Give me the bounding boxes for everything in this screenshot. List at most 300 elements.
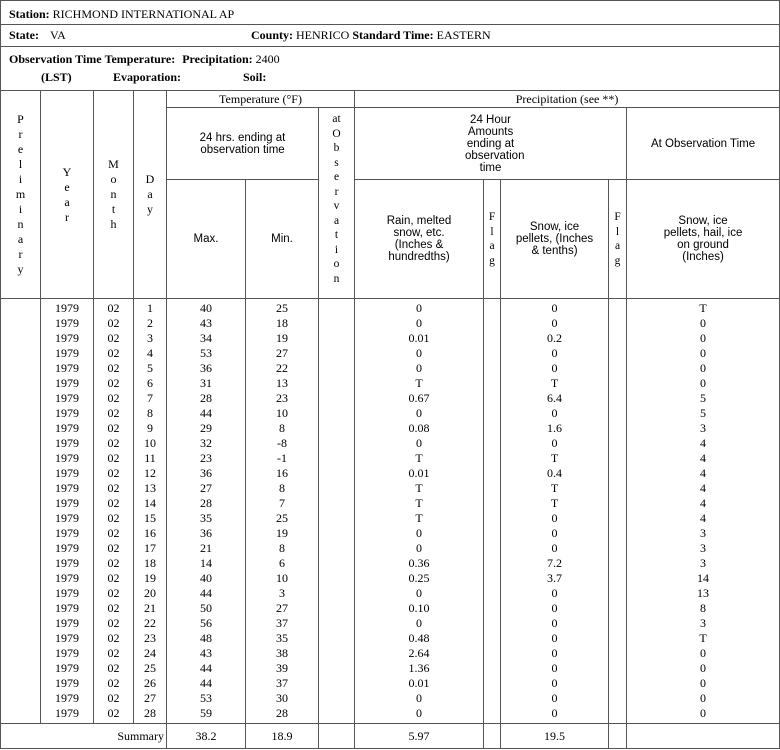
day-cell: 9 — [147, 421, 153, 435]
month-cell: 02 — [107, 361, 120, 375]
day-header — [134, 91, 167, 299]
at-observation-column — [319, 299, 355, 724]
min-cell: 18 — [276, 316, 288, 330]
day-letter: a — [147, 187, 153, 201]
month-cell: 02 — [107, 556, 120, 570]
max-cell: 43 — [200, 646, 212, 660]
month-cell: 02 — [107, 481, 120, 495]
max-cell: 27 — [200, 481, 212, 495]
snow-cell: T — [550, 481, 559, 495]
max-header: Max. — [167, 180, 246, 299]
ground-cell: 0 — [700, 646, 707, 660]
max-cell: 34 — [200, 331, 212, 345]
month-cell: 02 — [107, 316, 120, 330]
snow-cell: 0 — [551, 646, 558, 660]
min-cell: 37 — [276, 676, 288, 690]
max-cell: 40 — [200, 301, 212, 315]
rain-cell: 0 — [416, 316, 423, 330]
snow-cell: 0 — [551, 361, 558, 375]
summary-row — [1, 724, 780, 749]
snow-cell: 6.4 — [547, 391, 563, 405]
month-header — [94, 91, 134, 299]
summary-flag1 — [484, 724, 501, 749]
station-value: RICHMOND INTERNATIONAL AP — [52, 7, 235, 21]
ground-cell: 3 — [700, 556, 707, 570]
min-cell: 38 — [276, 646, 288, 660]
state-value: VA — [50, 28, 66, 42]
year-cell: 1979 — [55, 346, 79, 360]
month-cell: 02 — [107, 511, 120, 525]
month-letter: M — [108, 157, 119, 171]
rain-header: Rain, melted snow, etc. (Inches & hundredths) — [355, 180, 484, 299]
summary-max: 38.2 — [167, 724, 246, 749]
day-cell: 2 — [147, 316, 153, 330]
year-cell: 1979 — [55, 586, 79, 600]
day-cell: 18 — [144, 556, 156, 570]
snow-cell: 0 — [551, 301, 558, 315]
at-observation-header — [319, 108, 355, 299]
snow-cell: 7.2 — [547, 556, 563, 570]
flag1-letter: a — [489, 240, 495, 252]
rain-cell: T — [415, 376, 423, 390]
month-cell: 02 — [107, 301, 120, 315]
precip-24hr-header: 24 Hour Amounts ending at observation time — [355, 108, 627, 180]
station-label: Station: — [9, 7, 50, 21]
flag1-letter: l — [490, 225, 494, 238]
snow-cell: 0 — [551, 511, 558, 525]
year-cell: 1979 — [55, 616, 79, 630]
snow-ground-header: Snow, ice pellets, hail, ice on ground (Inches) — [627, 180, 780, 299]
year-column — [41, 299, 94, 724]
min-cell: 3 — [279, 586, 285, 600]
county-line — [251, 28, 491, 43]
year-cell: 1979 — [55, 631, 79, 645]
rain-cell: 0.08 — [408, 421, 430, 435]
data-body-row — [1, 299, 780, 724]
day-cell: 24 — [144, 646, 156, 660]
rain-cell: 0 — [416, 691, 423, 705]
min-cell: 6 — [279, 556, 285, 570]
day-cell: 6 — [147, 376, 153, 390]
year-cell: 1979 — [55, 391, 79, 405]
min-cell: 10 — [276, 406, 288, 420]
year-cell: 1979 — [55, 526, 79, 540]
preliminary-letter: m — [15, 187, 26, 201]
snow-cell: 0 — [551, 406, 558, 420]
at-observation-letter: a — [333, 214, 340, 227]
day-cell: 19 — [144, 571, 156, 585]
year-cell: 1979 — [55, 451, 79, 465]
day-cell: 13 — [144, 481, 156, 495]
at-observation-letter: at — [332, 113, 341, 125]
snow-cell: 0 — [551, 616, 558, 630]
year-cell: 1979 — [55, 676, 79, 690]
ground-cell: T — [699, 631, 707, 645]
month-cell: 02 — [107, 616, 120, 630]
day-cell: 16 — [144, 526, 156, 540]
month-cell: 02 — [107, 331, 120, 345]
rain-column — [355, 299, 484, 724]
at-observation-letter: b — [333, 142, 340, 154]
evaporation-text: Evaporation: — [113, 70, 182, 84]
at-observation-letter: t — [334, 229, 339, 241]
summary-min: 18.9 — [246, 724, 319, 749]
day-cell: 23 — [144, 631, 156, 645]
ground-cell: 0 — [700, 331, 707, 345]
year-cell: 1979 — [55, 556, 79, 570]
summary-snow: 19.5 — [501, 724, 609, 749]
month-cell: 02 — [107, 646, 120, 660]
month-letter: n — [110, 187, 117, 201]
snow-cell: 0.4 — [547, 466, 563, 480]
rain-cell: T — [415, 451, 423, 465]
ground-cell: 4 — [700, 436, 707, 450]
min-cell: 27 — [276, 601, 288, 615]
day-cell: 12 — [144, 466, 156, 480]
ground-cell: 3 — [700, 616, 707, 630]
max-cell: 36 — [200, 466, 212, 480]
min-cell: 8 — [279, 481, 285, 495]
month-cell: 02 — [107, 601, 120, 615]
min-cell: 8 — [279, 421, 285, 435]
rain-cell: T — [415, 481, 423, 495]
year-cell: 1979 — [55, 481, 79, 495]
soil-text: Soil: — [243, 70, 267, 84]
month-cell: 02 — [107, 586, 120, 600]
min-header: Min. — [246, 180, 319, 299]
year-cell: 1979 — [55, 316, 79, 330]
month-cell: 02 — [107, 541, 120, 555]
month-letter: o — [110, 172, 117, 186]
max-cell: 44 — [200, 586, 212, 600]
max-cell: 28 — [200, 496, 212, 510]
rain-cell: 0 — [416, 616, 423, 630]
ground-cell: 0 — [700, 706, 707, 720]
preliminary-letter: r — [18, 247, 23, 261]
ground-cell: 14 — [697, 571, 710, 585]
at-obs-time-header: At Observation Time — [627, 108, 780, 180]
day-cell: 22 — [144, 616, 156, 630]
min-cell: 16 — [276, 466, 288, 480]
year-cell: 1979 — [55, 691, 79, 705]
month-cell: 02 — [107, 706, 120, 720]
year-cell: 1979 — [55, 331, 79, 345]
flag1-header — [484, 180, 501, 299]
ground-cell: 4 — [700, 511, 707, 525]
snow-cell: T — [550, 496, 559, 510]
rain-cell: 0.01 — [408, 466, 430, 480]
year-letter: Y — [62, 164, 72, 179]
min-cell: 23 — [276, 391, 288, 405]
min-cell: 22 — [276, 361, 288, 375]
snow-cell: 0 — [551, 346, 558, 360]
daily-observations-table — [0, 90, 780, 749]
min-cell: -8 — [277, 436, 287, 450]
snow-cell: 0 — [551, 661, 558, 675]
snow-cell: T — [550, 451, 559, 465]
standard-time-value: EASTERN — [436, 28, 491, 42]
max-cell: 53 — [200, 346, 212, 360]
ground-cell: 5 — [700, 406, 707, 420]
month-cell: 02 — [107, 631, 120, 645]
ground-cell: 13 — [697, 586, 710, 600]
ground-cell: 3 — [700, 541, 707, 555]
year-cell: 1979 — [55, 571, 79, 585]
ground-cell: 4 — [700, 496, 707, 510]
snow-cell: 0 — [551, 601, 558, 615]
lst-label — [41, 70, 72, 85]
month-cell: 02 — [107, 421, 120, 435]
at-observation-letter: r — [334, 185, 339, 198]
flag2-letter: F — [614, 211, 621, 223]
ground-cell: 4 — [700, 466, 707, 480]
day-cell: 7 — [147, 391, 153, 405]
flag1-letter: g — [489, 254, 495, 267]
ground-cell: 0 — [700, 361, 707, 375]
month-letter: t — [111, 202, 116, 216]
month-cell: 02 — [107, 661, 120, 675]
rain-cell: 0 — [416, 346, 423, 360]
rain-cell: 1.36 — [408, 661, 430, 675]
month-cell: 02 — [107, 466, 120, 480]
min-column — [246, 299, 319, 724]
precipitation-value: 2400 — [255, 52, 280, 66]
station-line — [9, 7, 234, 22]
min-cell: 28 — [276, 706, 288, 720]
month-cell: 02 — [107, 571, 120, 585]
preliminary-letter: n — [17, 217, 24, 231]
at-observation-letter: o — [333, 258, 340, 270]
preliminary-letter: a — [17, 232, 24, 246]
day-cell: 27 — [144, 691, 156, 705]
year-cell: 1979 — [55, 661, 79, 675]
year-header — [41, 91, 94, 299]
max-cell: 14 — [200, 556, 212, 570]
min-cell: 25 — [276, 301, 288, 315]
snow-cell: 0 — [551, 541, 558, 555]
flag1-letter: F — [488, 211, 496, 223]
max-cell: 35 — [200, 511, 212, 525]
month-cell: 02 — [107, 451, 120, 465]
ground-cell: T — [699, 301, 707, 315]
summary-flag2 — [609, 724, 627, 749]
snow-cell: 0 — [551, 526, 558, 540]
day-letter: D — [145, 172, 155, 186]
at-observation-letter: i — [334, 243, 339, 256]
year-letter: a — [64, 194, 70, 209]
rain-cell: 0.25 — [408, 571, 430, 585]
preliminary-letter: i — [18, 172, 23, 186]
day-cell: 25 — [144, 661, 156, 675]
snow-cell: 0 — [551, 316, 558, 330]
rain-cell: 0 — [416, 436, 423, 450]
rain-cell: 0 — [416, 526, 423, 540]
day-letter: y — [147, 202, 153, 216]
year-cell: 1979 — [55, 646, 79, 660]
month-cell: 02 — [107, 691, 120, 705]
rain-cell: 0.36 — [408, 556, 430, 570]
min-cell: 19 — [276, 331, 288, 345]
day-cell: 20 — [144, 586, 156, 600]
preliminary-header — [1, 91, 41, 299]
day-column — [134, 299, 167, 724]
max-cell: 32 — [200, 436, 212, 450]
ground-cell: 0 — [700, 691, 707, 705]
snow-cell: 3.7 — [547, 571, 563, 585]
rain-cell: 0 — [416, 406, 423, 420]
ground-cell: 0 — [700, 316, 707, 330]
year-cell: 1979 — [55, 511, 79, 525]
day-cell: 11 — [144, 451, 156, 465]
day-cell: 4 — [147, 346, 153, 360]
rain-cell: 0.01 — [408, 331, 430, 345]
day-cell: 10 — [144, 436, 156, 450]
ground-cell: 3 — [700, 526, 707, 540]
month-cell: 02 — [107, 391, 120, 405]
summary-rain: 5.97 — [355, 724, 484, 749]
snow-cell: 0 — [551, 586, 558, 600]
snow-cell: 0.2 — [547, 331, 563, 345]
day-cell: 15 — [144, 511, 156, 525]
summary-label: Summary — [1, 724, 167, 749]
max-cell: 50 — [200, 601, 212, 615]
lst-text: (LST) — [41, 70, 72, 84]
min-cell: 13 — [276, 376, 288, 390]
county-value: HENRICO — [296, 28, 350, 42]
snow-cell: 0 — [551, 631, 558, 645]
max-cell: 56 — [200, 616, 212, 630]
flag2-letter: a — [614, 240, 621, 252]
year-cell: 1979 — [55, 361, 79, 375]
max-cell: 44 — [200, 406, 212, 420]
summary-ground — [627, 724, 780, 749]
preliminary-column — [1, 299, 41, 724]
summary-at-obs — [319, 724, 355, 749]
rain-cell: 0 — [416, 706, 423, 720]
rain-cell: 0 — [416, 301, 423, 315]
rain-cell: 0.10 — [408, 601, 430, 615]
at-observation-letter: O — [332, 127, 341, 140]
month-column — [94, 299, 134, 724]
ground-cell: 0 — [700, 676, 707, 690]
ground-cell: 0 — [700, 346, 707, 360]
year-cell: 1979 — [55, 466, 79, 480]
max-cell: 44 — [200, 676, 212, 690]
observation-line — [9, 52, 280, 67]
ground-cell: 4 — [700, 451, 707, 465]
year-cell: 1979 — [55, 541, 79, 555]
month-cell: 02 — [107, 346, 120, 360]
rain-cell: 0.48 — [408, 631, 430, 645]
max-cell: 28 — [200, 391, 212, 405]
snow-header: Snow, ice pellets, (Inches & tenths) — [501, 180, 609, 299]
snow-cell: 0 — [551, 706, 558, 720]
temperature-group-header: Temperature (°F) — [167, 91, 355, 108]
ground-cell: 3 — [700, 421, 707, 435]
month-cell: 02 — [107, 436, 120, 450]
year-letter: e — [64, 179, 70, 194]
year-cell: 1979 — [55, 301, 79, 315]
min-cell: 10 — [276, 571, 288, 585]
temp-24hrs-header: 24 hrs. ending at observation time — [167, 108, 319, 180]
flag1-column — [484, 299, 501, 724]
ground-cell: 0 — [700, 376, 707, 390]
rain-cell: 0 — [416, 361, 423, 375]
min-cell: 7 — [279, 496, 285, 510]
precipitation-label: Precipitation: — [182, 52, 253, 66]
max-cell: 43 — [200, 316, 212, 330]
min-cell: 8 — [279, 541, 285, 555]
preliminary-letter: i — [18, 202, 23, 216]
year-cell: 1979 — [55, 421, 79, 435]
day-cell: 3 — [147, 331, 153, 345]
snow-column — [501, 299, 609, 724]
min-cell: 35 — [276, 631, 288, 645]
snow-cell: T — [550, 376, 559, 390]
snow-cell: 0 — [551, 436, 558, 450]
day-cell: 8 — [147, 406, 153, 420]
snow-cell: 1.6 — [547, 421, 563, 435]
max-cell: 29 — [200, 421, 212, 435]
obs-time-label: Observation Time — [9, 52, 102, 66]
ground-column — [627, 299, 780, 724]
flag2-letter: l — [615, 225, 620, 238]
state-label: State: — [9, 28, 39, 42]
rain-cell: 0 — [416, 586, 423, 600]
preliminary-letter: y — [17, 262, 24, 276]
standard-time-label: Standard Time: — [352, 28, 434, 42]
preliminary-letter: P — [17, 112, 24, 126]
min-cell: -1 — [277, 451, 287, 465]
min-cell: 19 — [276, 526, 288, 540]
day-cell: 28 — [144, 706, 156, 720]
ground-cell: 5 — [700, 391, 707, 405]
min-cell: 25 — [276, 511, 288, 525]
at-observation-letter: v — [333, 200, 340, 212]
max-cell: 53 — [200, 691, 212, 705]
snow-cell: 0 — [551, 691, 558, 705]
day-cell: 17 — [144, 541, 156, 555]
station-header — [0, 0, 780, 90]
rain-cell: 0 — [416, 541, 423, 555]
max-cell: 23 — [200, 451, 212, 465]
month-cell: 02 — [107, 526, 120, 540]
max-cell: 59 — [200, 706, 212, 720]
max-cell: 21 — [200, 541, 212, 555]
max-cell: 36 — [200, 526, 212, 540]
year-cell: 1979 — [55, 376, 79, 390]
snow-cell: 0 — [551, 676, 558, 690]
min-cell: 37 — [276, 616, 288, 630]
rain-cell: 2.64 — [408, 646, 430, 660]
day-cell: 26 — [144, 676, 156, 690]
state-line — [9, 28, 66, 43]
flag2-header — [609, 180, 627, 299]
preliminary-letter: r — [18, 127, 23, 141]
soil-label — [243, 70, 266, 85]
month-cell: 02 — [107, 676, 120, 690]
rain-cell: T — [415, 496, 423, 510]
at-observation-letter: n — [333, 272, 340, 285]
max-cell: 36 — [200, 361, 212, 375]
flag2-letter: g — [614, 254, 621, 267]
precipitation-group-header: Precipitation (see **) — [355, 91, 780, 108]
temperature-label: Temperature: — [104, 52, 176, 66]
rain-cell: 0.67 — [408, 391, 430, 405]
preliminary-letter: e — [17, 142, 24, 156]
day-cell: 5 — [147, 361, 153, 375]
max-cell: 40 — [200, 571, 212, 585]
